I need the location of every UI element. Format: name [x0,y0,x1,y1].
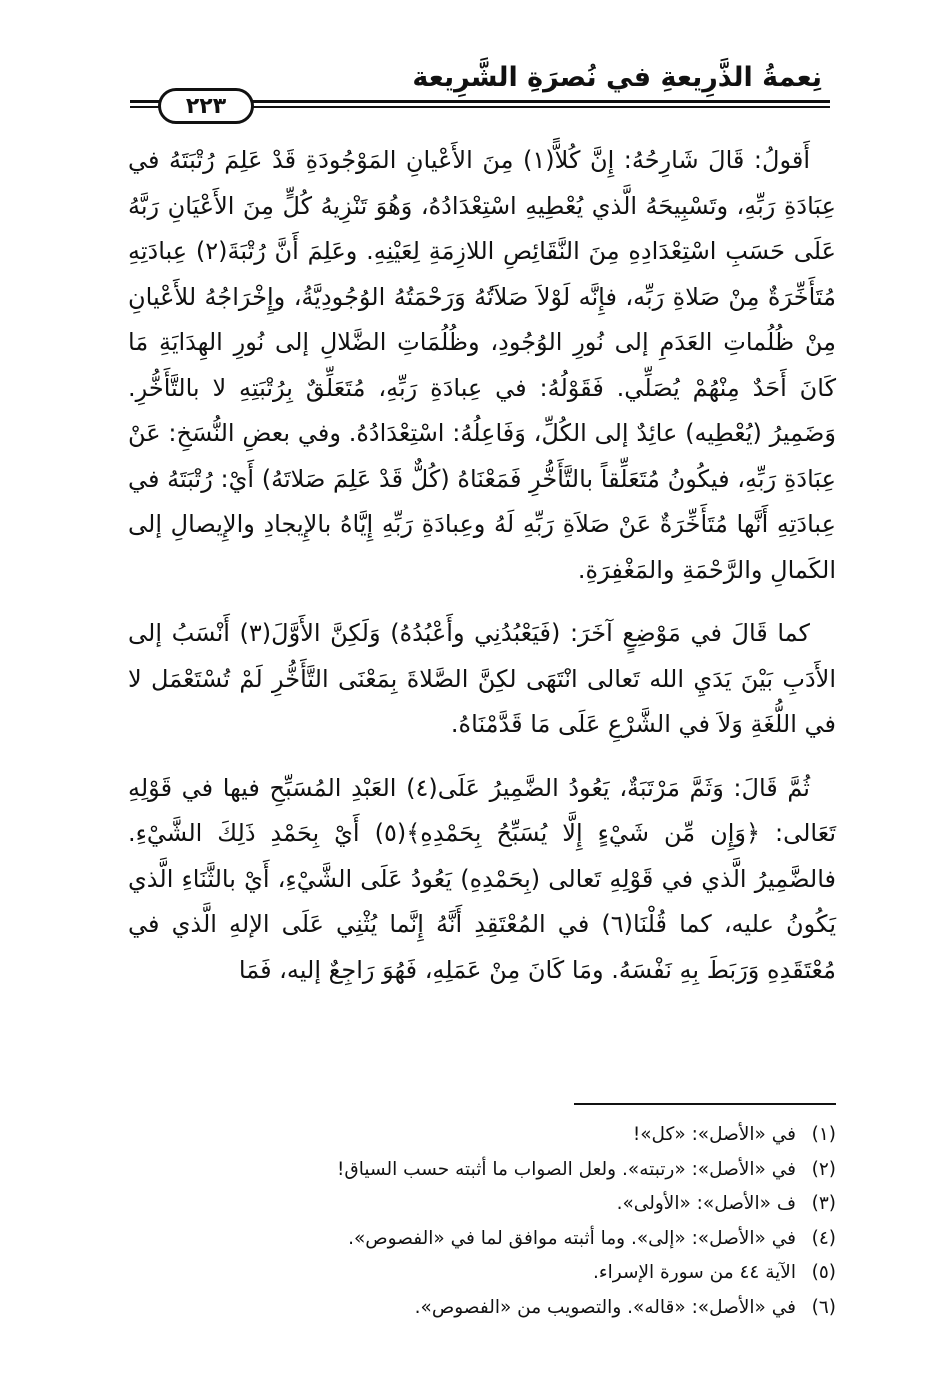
running-title: نِعمةُ الذَّرِيعةِ في نُصرَةِ الشَّرِيعة [412,62,822,93]
footnote [200,1187,836,1222]
paragraph: أَقولُ: قَالَ شَارِحُهُ: إِنَّ كُلاًّ(١) مِنَ الأَعْيانِ المَوْجُودَةِ قَدْ عَلِمَ رُتْبَتَهُ في عِبَادَةِ رَبِّهِ، وتَسْبِيحَهُ الَّذي يُعْطِيهِ اسْتِعْدَادُهُ، وَهُوَ تَنْزِيهُ كُلٍّ مِنَ الأَعْيَانِ رَبَّهُ عَلَى حَسَبِ اسْتِعْدَادِهِ مِنَ النَّقَائِصِ اللازِمَةِ لِعَيْنِهِ. وعَلِمَ أَنَّ رُتْبَةَ(٢) عِبادَتِهِ مُتَأَخِّرَةٌ مِنْ صَلاةِ رَبِّه، فإِنَّه لَوْلاَ صَلاَتُهُ وَرَحْمَتُهُ الوُجُودِيَّةُ، وإِخْرَاجُهُ للأَعْيانِ مِنْ ظُلُماتِ العَدَمِ إلى نُورِ الوُجُودِ، وظُلُمَاتِ الضَّلالِ إلى نُورِ الهِدَايَةِ مَا كَانَ أَحَدٌ مِنْهُمْ يُصَلِّي. فَقَوْلُهُ: في عِبادَةِ رَبِّهِ، مُتَعَلِّقٌ بِرُتْبَتِهِ لا بالتَّأَخُّرِ. وَضَمِيرُ (يُعْطِيه) عائِدٌ إلى الكُلِّ، وَفَاعِلُهُ: اسْتِعْدَادُهُ. وفي بعضِ النُّسَخِ: عَنْ عِبَادَةِ رَبِّهِ، فيكُونُ مُتَعَلِّقاً بالتَّأَخُّرِ فَمَعْنَاهُ (كُلٌّ قَدْ عَلِمَ صَلاتَهُ) أَيْ: رُتْبَتَهُ في عِبادَتِهِ أَنَّها مُتَأَخِّرَةٌ عَنْ صَلاَةِ رَبِّهِ لَهُ وعِبادَةِ رَبِّهِ إِيَّاهُ بالإِيجادِ والإِيصالِ إلى الكَمالِ والرَّحْمَةِ والمَغْفِرَةِ. [128,146,836,584]
footnote-text: في «الأصل»: «إلى». وما أثبته موافق لما في «الفصوص». [348,1227,796,1249]
footnote-number: (٣) [811,1193,836,1214]
footnote-text: في «الأصل»: «كل»! [632,1124,796,1145]
paragraph: ثُمَّ قَالَ: وَثَمَّ مَرْتَبَةٌ، يَعُودُ الضَّمِيرُ عَلَى(٤) العَبْدِ المُسَبِّحِ فيها في قَوْلِهِ تَعَالى: ﴿وَإِن مِّن شَيْءٍ إِلَّا يُسَبِّحُ بِحَمْدِهِ﴾(٥) أَيْ بِحَمْدِ ذَلِكَ الشَّيْءِ. فالضَّمِيرُ الَّذي في قَوْلِهِ تَعالى (بِحَمْدِهِ) يَعُودُ عَلَى الشَّيْءِ، أَيْ بالثَّنَاءِ الَّذي يَكُونُ عليه، كما قُلْنَا(٦) في المُعْتَقِدِ أَنَّهُ إِنَّما يُثْنِي عَلَى الإلهِ الَّذي في مُعْتَقَدِهِ وَرَبَطَ بِهِ نَفْسَهُ. ومَا كَانَ مِنْ عَمَلِهِ، فَهُوَ رَاجِعٌ إليه، فَمَا [128,773,836,984]
footnotes [200,1118,836,1325]
footnote-text: في «الأصل»: «قاله». والتصويب من «الفصوص». [414,1296,796,1318]
footnote [200,1256,836,1291]
footnote [200,1222,836,1257]
footnote-number: (٥) [811,1262,836,1283]
footnote-number: (١) [811,1124,836,1145]
footnote-text: الآية ٤٤ من سورة الإسراء. [593,1262,796,1283]
footnote-separator [574,1103,836,1105]
footnote-number: (٦) [811,1296,836,1318]
footnote [200,1291,836,1326]
paragraph: كما قَالَ في مَوْضِعٍ آخَرَ: (فَيَعْبُدُنِي وأَعْبُدُهُ) وَلَكِنَّ الأَوَّلَ(٣) أَنْسَبُ إلى الأَدَبِ بَيْنَ يَدَيِ الله تَعالى انْتَهَى لكِنَّ الصَّلاةَ بِمَعْنَى التَّأَخُّرِ لَمْ تُسْتَعْمَل لا في اللُّغَةِ وَلاَ في الشَّرْعِ عَلَى مَا قَدَّمْنَاهُ. [128,619,836,738]
footnote-text: ف «الأصل»: «الأولى». [616,1193,796,1214]
footnote-number: (٤) [811,1227,836,1249]
footnote [200,1118,836,1153]
page-number: ٢٢٣ [158,88,254,124]
footnote-number: (٢) [811,1158,836,1180]
footnote [200,1153,836,1188]
body-text [128,138,836,993]
footnote-text: في «الأصل»: «رتبته». ولعل الصواب ما أثبته حسب السياق! [336,1158,796,1180]
